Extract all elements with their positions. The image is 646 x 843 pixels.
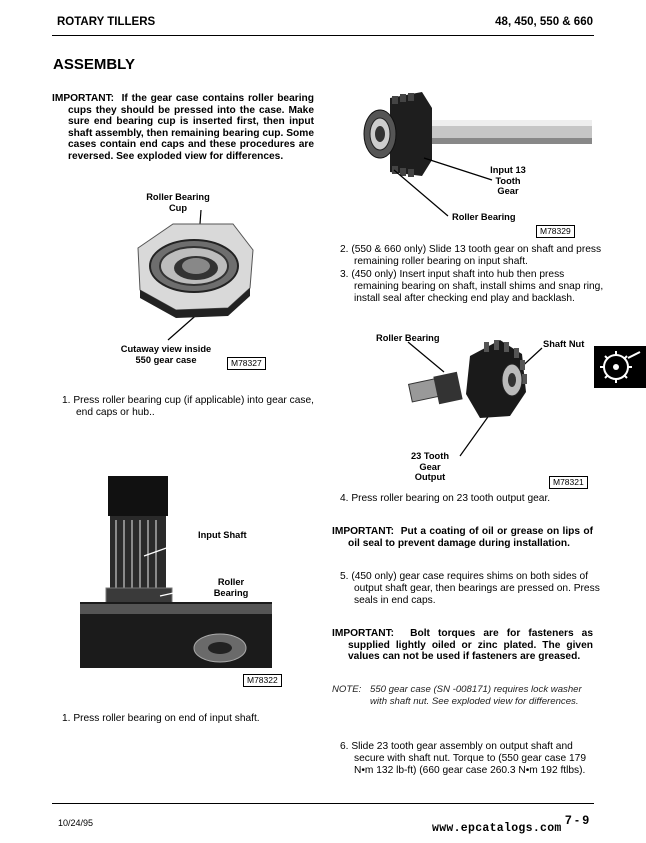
step-3: 3. (450 only) Insert input shaft into hub then press remaining bearing on shaft, install shims and snap ring, install seal after checking end play and backlash. <box>340 269 604 304</box>
section-tab <box>594 346 646 388</box>
header-rule <box>52 35 594 36</box>
callout-input-shaft: Input Shaft <box>198 530 247 540</box>
step-6: 6. Slide 23 tooth gear assembly on output shaft and secure with shaft nut. Torque to (550 gear case 179 N•m 132 lb-ft) (660 gear case 260.3 N•m 192 ftlbs). <box>340 741 587 776</box>
step-1-cup: 1. Press roller bearing cup (if applicable) into gear case, end caps or hub.. <box>62 395 314 418</box>
callout-23-tooth-gear-output: 23 Tooth Gear Output <box>410 451 450 482</box>
callout-input-13-tooth-gear: Input 13 Tooth Gear <box>490 165 526 196</box>
important-note-3 <box>332 628 593 663</box>
important-label: IMPORTANT: <box>52 93 115 104</box>
watermark: www.epcatalogs.com <box>432 822 562 835</box>
important-text: If the gear case contains roller bearing cups they should be pressed into the case. Make sure end bearing cup is inserted first, then input shaft assembly, then remaining bearing cup. Some cases contain end caps and these procedures are reversed. See exploded view for differences. <box>68 93 314 162</box>
tiller-gear-icon <box>594 346 646 388</box>
footer-date: 10/24/95 <box>58 818 94 828</box>
footer-rule <box>52 803 594 804</box>
note-text: 550 gear case (SN -008171) requires lock washer with shaft nut. See exploded view for differences. <box>370 684 582 707</box>
figure-code-4: M78321 <box>549 476 588 489</box>
section-title: ASSEMBLY <box>53 56 135 73</box>
callout-shaft-nut: Shaft Nut <box>543 339 585 349</box>
roller-bearing-cup-illustration <box>118 210 268 360</box>
step-5: 5. (450 only) gear case requires shims on both sides of output shaft gear, then bearings are pressed on. Press seals in end caps. <box>340 571 600 606</box>
header-left: ROTARY TILLERS <box>57 16 156 28</box>
input-shaft-photo <box>80 476 272 668</box>
callout-roller-bearing-2: Roller Bearing <box>213 577 249 598</box>
header-right: 48, 450, 550 & 660 <box>495 16 593 28</box>
callout-cutaway-view: Cutaway view inside 550 gear case <box>120 344 212 365</box>
important-label: IMPORTANT: <box>332 526 395 537</box>
step-1-shaft: 1. Press roller bearing on end of input shaft. <box>62 713 260 724</box>
figure-code-3: M78329 <box>536 225 575 238</box>
step-4: 4. Press roller bearing on 23 tooth output gear. <box>340 493 551 504</box>
note-block <box>332 684 594 707</box>
callout-roller-bearing-4: Roller Bearing <box>376 333 440 343</box>
note-label: NOTE: <box>332 684 362 695</box>
important-note-2 <box>332 526 593 549</box>
important-text: Put a coating of oil or grease on lips of oil seal to prevent damage during installation. <box>348 526 593 549</box>
callout-roller-bearing-3: Roller Bearing <box>452 212 516 222</box>
important-label: IMPORTANT: <box>332 628 395 639</box>
input-gear-illustration <box>352 88 592 228</box>
important-note-1 <box>52 93 314 163</box>
step-2: 2. (550 & 660 only) Slide 13 tooth gear on shaft and press remaining roller bearing on input shaft. <box>340 244 602 267</box>
output-gear-illustration <box>400 336 550 466</box>
page-number: 7 - 9 <box>565 813 590 827</box>
figure-code-1: M78327 <box>227 357 266 370</box>
figure-code-2: M78322 <box>243 674 282 687</box>
important-text: Bolt torques are for fasteners as supplied lightly oiled or zinc plated. The given values can not be used if fasteners are greased. <box>348 628 593 663</box>
callout-roller-bearing-cup: Roller Bearing Cup <box>146 192 210 213</box>
